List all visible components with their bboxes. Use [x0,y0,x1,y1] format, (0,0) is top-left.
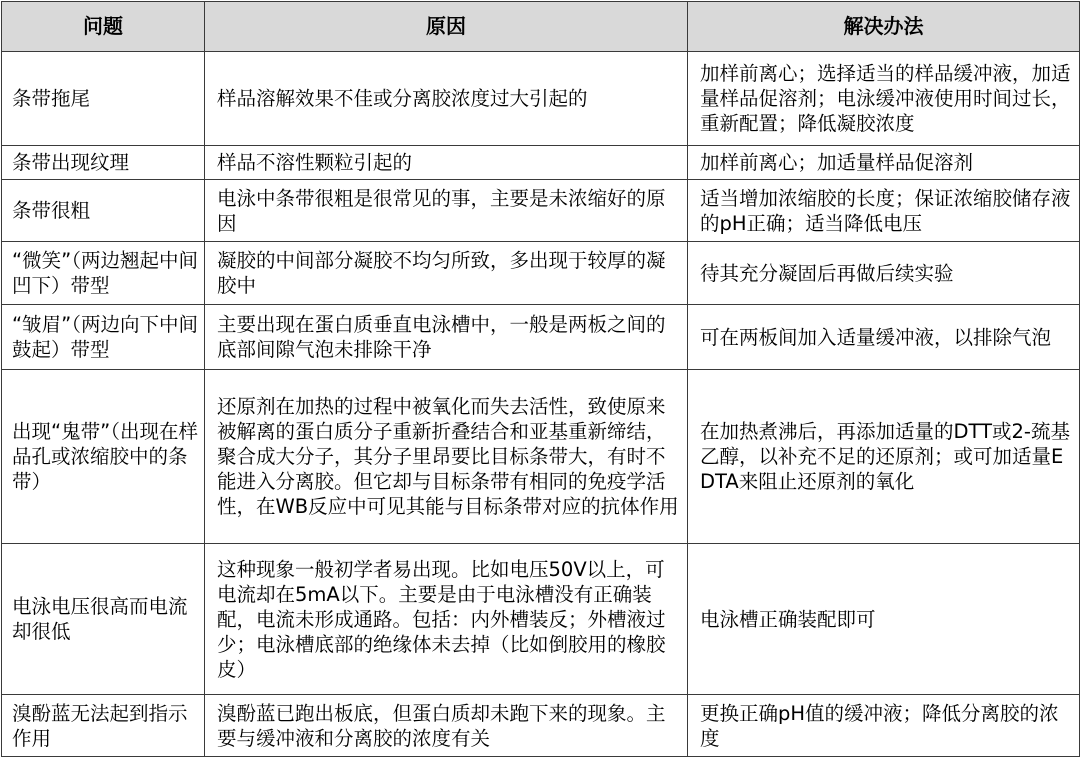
troubleshooting-table [1,1,1080,757]
problem-cell: 条带很粗 [2,180,205,242]
solution-cell: 加样前离心；加适量样品促溶剂 [688,146,1080,180]
table-row [2,695,1080,757]
cause-cell: 这种现象一般初学者易出现。比如电压50V以上，可电流却在5mA以下。主要是由于电泳槽没有正确装配，电流未形成通路。包括：内外槽装反；外槽液过少；电泳槽底部的绝缘体未去掉（比如倒胶用的橡胶皮） [205,544,688,695]
table-row [2,180,1080,242]
cause-cell: 电泳中条带很粗是很常见的事，主要是未浓缩好的原因 [205,180,688,242]
solution-cell: 可在两板间加入适量缓冲液，以排除气泡 [688,305,1080,370]
problem-cell: 电泳电压很高而电流却很低 [2,544,205,695]
solution-cell: 适当增加浓缩胶的长度；保证浓缩胶储存液的pH正确；适当降低电压 [688,180,1080,242]
table-row [2,52,1080,146]
header-solution: 解决办法 [688,2,1080,52]
problem-cell: 溴酚蓝无法起到指示作用 [2,695,205,757]
problem-cell: 条带出现纹理 [2,146,205,180]
cause-cell: 样品溶解效果不佳或分离胶浓度过大引起的 [205,52,688,146]
table-row [2,242,1080,305]
table-row [2,370,1080,544]
solution-cell: 加样前离心；选择适当的样品缓冲液，加适量样品促溶剂；电泳缓冲液使用时间过长，重新配置；降低凝胶浓度 [688,52,1080,146]
cause-cell: 凝胶的中间部分凝胶不均匀所致，多出现于较厚的凝胶中 [205,242,688,305]
cause-cell: 主要出现在蛋白质垂直电泳槽中，一般是两板之间的底部间隙气泡未排除干净 [205,305,688,370]
problem-cell: 条带拖尾 [2,52,205,146]
problem-cell: “皱眉”（两边向下中间鼓起）带型 [2,305,205,370]
problem-cell: 出现“鬼带”（出现在样品孔或浓缩胶中的条带） [2,370,205,544]
header-cause: 原因 [205,2,688,52]
cause-cell: 样品不溶性颗粒引起的 [205,146,688,180]
solution-cell: 在加热煮沸后，再添加适量的DTT或2-巯基乙醇，以补充不足的还原剂；或可加适量EDTA来阻止还原剂的氧化 [688,370,1080,544]
problem-cell: “微笑”（两边翘起中间凹下）带型 [2,242,205,305]
cause-cell: 还原剂在加热的过程中被氧化而失去活性，致使原来被解离的蛋白质分子重新折叠结合和亚基重新缔结，聚合成大分子，其分子里昂要比目标条带大，有时不能进入分离胶。但它却与目标条带有相同的免疫学活性，在WB反应中可见其能与目标条带对应的抗体作用 [205,370,688,544]
solution-cell: 待其充分凝固后再做后续实验 [688,242,1080,305]
solution-cell: 更换正确pH值的缓冲液；降低分离胶的浓度 [688,695,1080,757]
table-row [2,544,1080,695]
solution-cell: 电泳槽正确装配即可 [688,544,1080,695]
cause-cell: 溴酚蓝已跑出板底，但蛋白质却未跑下来的现象。主要与缓冲液和分离胶的浓度有关 [205,695,688,757]
header-problem: 问题 [2,2,205,52]
table-row [2,146,1080,180]
table-row [2,305,1080,370]
table-header-row [2,2,1080,52]
